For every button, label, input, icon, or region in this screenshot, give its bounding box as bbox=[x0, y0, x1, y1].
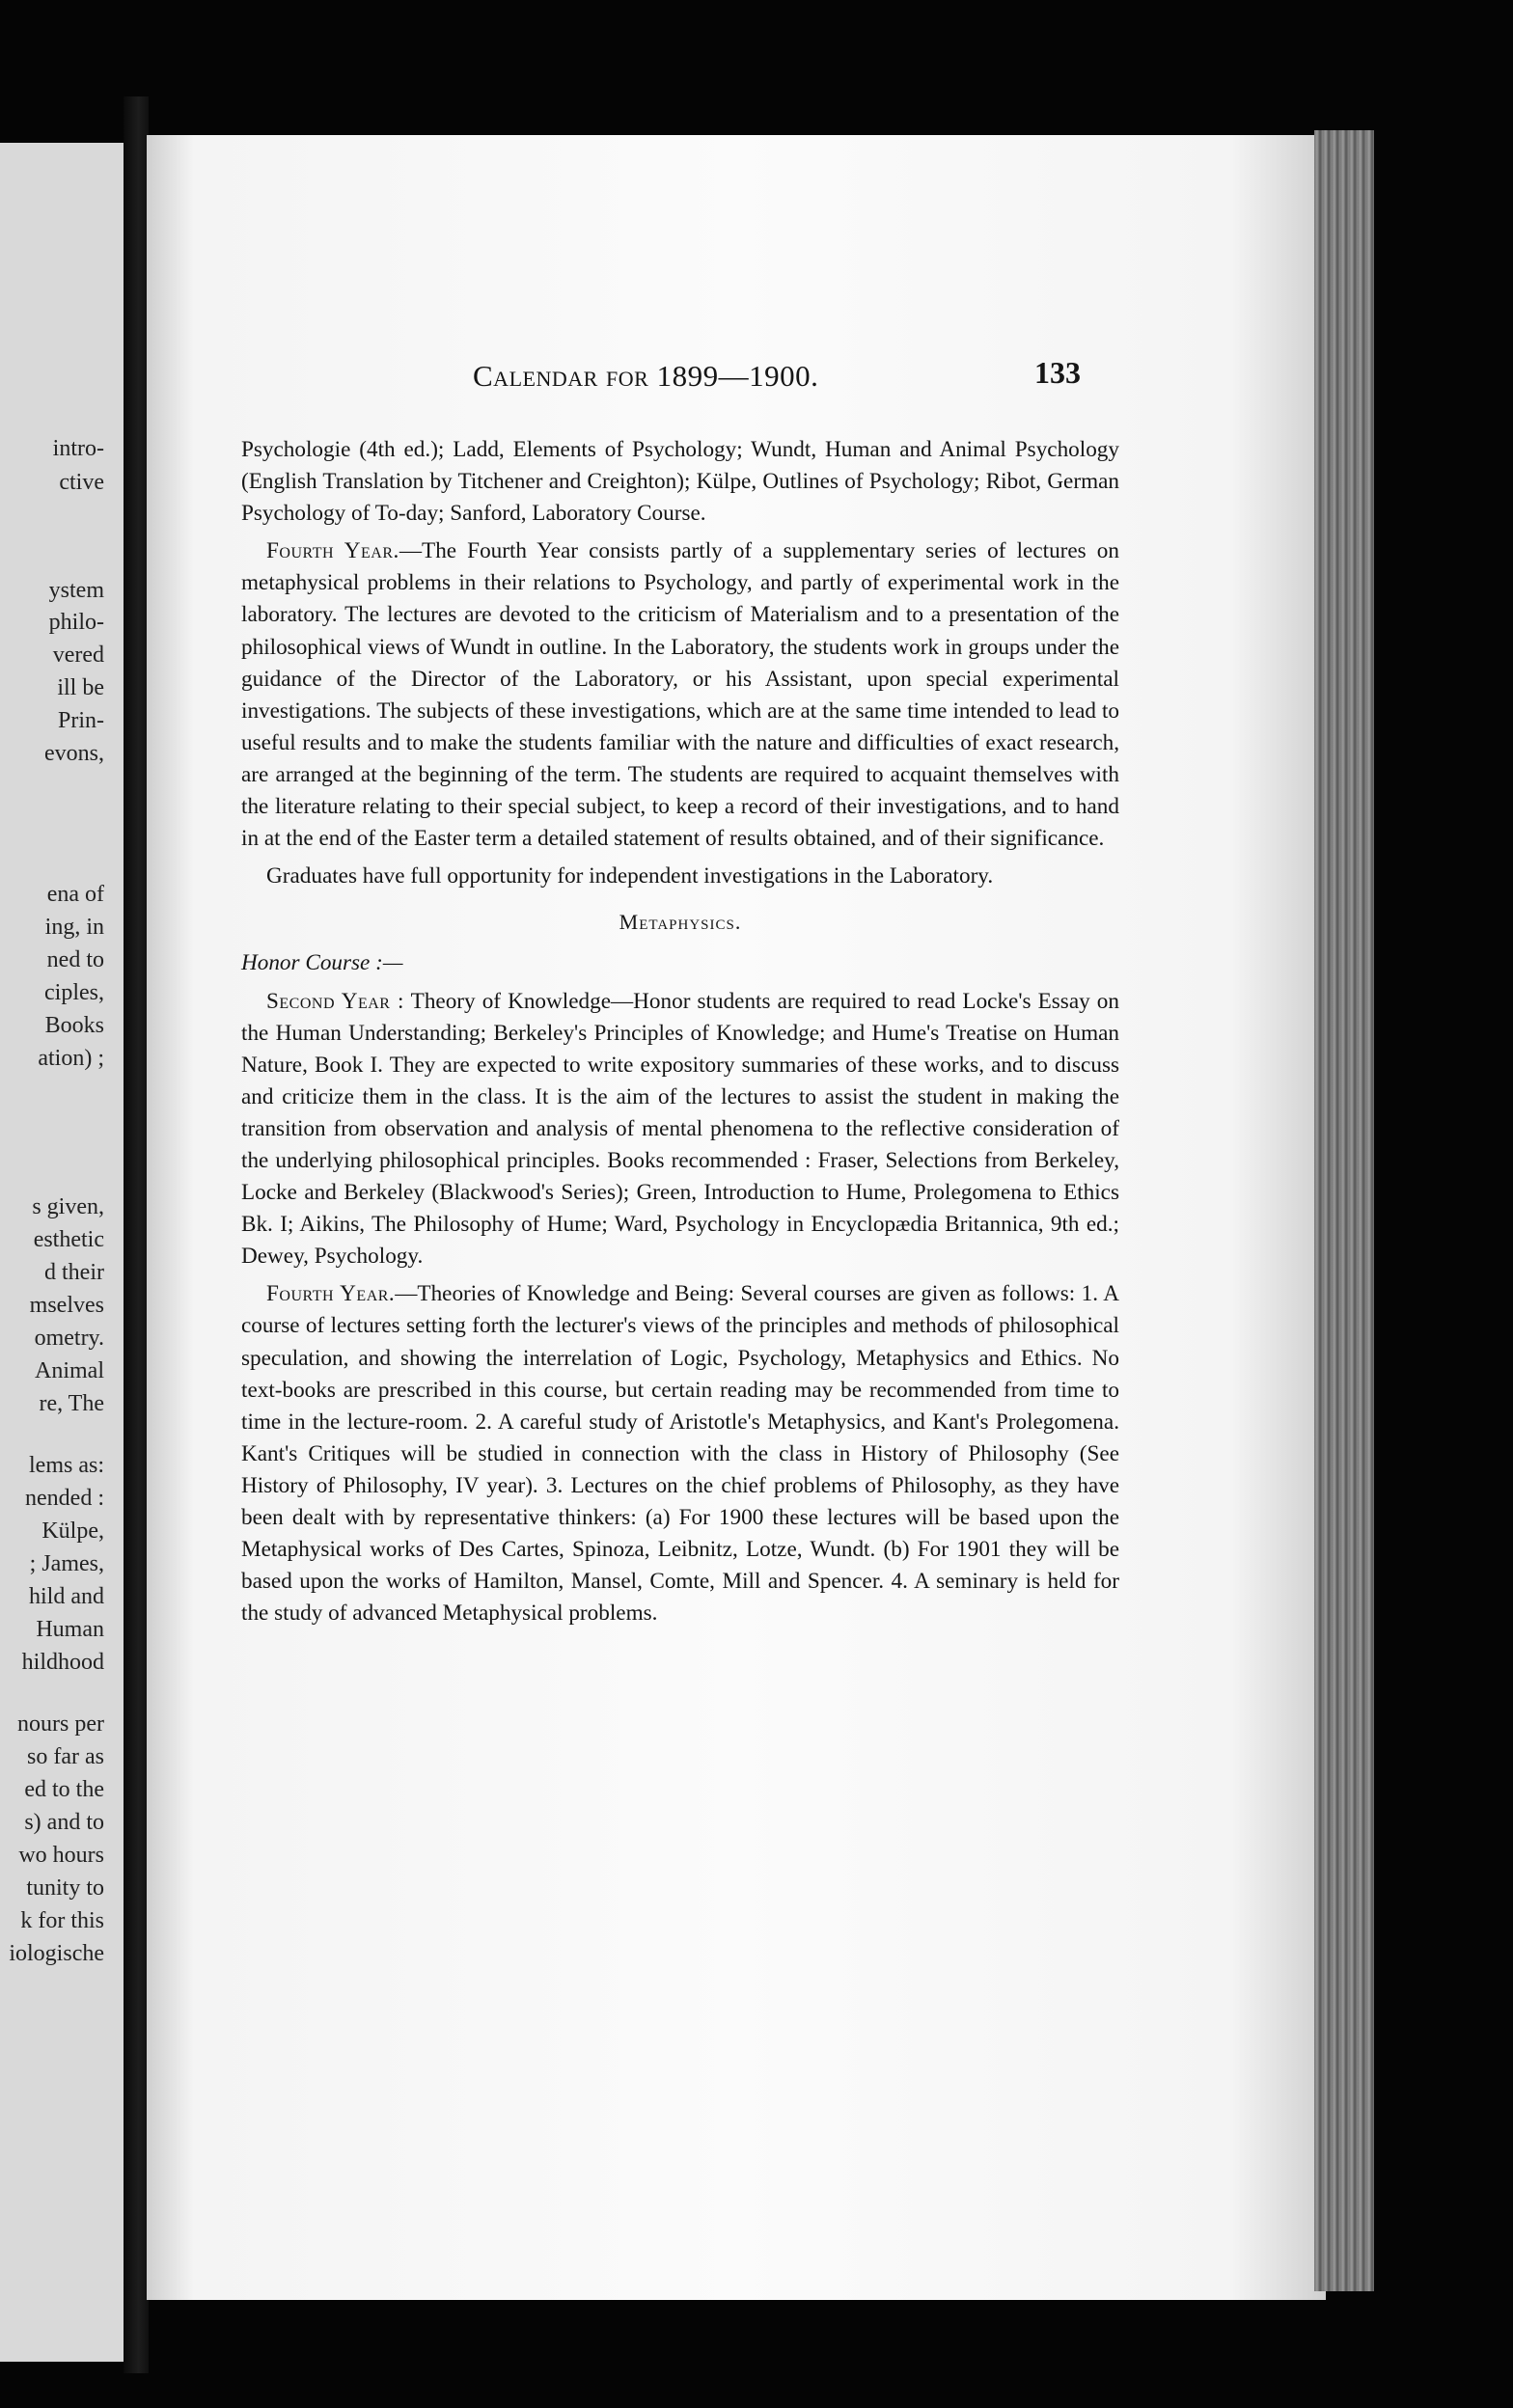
paragraph-text: Theory of Knowledge—Honor students are required to read Locke's Essay on the Human Understanding; Berkeley's Principles of Knowledge; and Hume's Treatise on Human Nature, Book I. They are expected to write expository summaries of these works, and to discuss and criticize them in the class. It is the aim of the lectures to assist the student in making the transition from observation and analysis of mental phenomena to the reflective consideration of the underlying philosophical principles. Books recommended : Fraser, Selections from Berkeley, Locke and Berkeley (Blackwood's Series); Green, Introduction to Hume, Prolegomena to Ethics Bk. I; Aikins, The Philosophy of Hume; Ward, Psychology in Encyclopædia Britannica, 9th ed.; Dewey, Psychology. bbox=[241, 988, 1119, 1270]
facing-page-text-fragment: ; James, bbox=[29, 1551, 104, 1576]
facing-page-text-fragment: hildhood bbox=[21, 1650, 104, 1675]
paragraph-fourth-year-metaphysics bbox=[241, 1278, 1119, 1629]
facing-page-text-fragment: Animal bbox=[35, 1358, 104, 1383]
facing-page-text-fragment: Prin- bbox=[58, 708, 104, 733]
facing-page-text-fragment: ometry. bbox=[34, 1326, 104, 1351]
page-body bbox=[241, 434, 1119, 1635]
facing-page-text-fragment: ctive bbox=[59, 470, 104, 495]
facing-page-fragment bbox=[0, 143, 124, 2362]
facing-page-text-fragment: ned to bbox=[46, 947, 104, 972]
facing-page-text-fragment: hild and bbox=[29, 1584, 104, 1609]
facing-page-text-fragment: nended : bbox=[25, 1486, 104, 1511]
facing-page-text-fragment: Külpe, bbox=[41, 1519, 104, 1544]
page-edges bbox=[1314, 130, 1374, 2291]
facing-page-text-fragment: philo- bbox=[48, 610, 104, 635]
lead-fourth-year: Fourth Year. bbox=[266, 538, 399, 564]
facing-page-text-fragment: evons, bbox=[44, 741, 104, 766]
facing-page-text-fragment: ciples, bbox=[44, 980, 104, 1005]
paragraph-text: —The Fourth Year consists partly of a supplementary series of lectures on metaphysical problems in their relations to Psychology, and partly of experimental work in the laboratory. The lectures are devoted to the criticism of Materialism and to a presentation of the philosophical views of Wundt in outline. In the Laboratory, the students work in groups under the guidance of the Director of the Laboratory, or his Assistant, upon special experimental investigations. The subjects of these investigations, which are at the same time intended to lead to useful results and to make the students familiar with the nature and difficulties of exact research, are arranged at the beginning of the term. The students are required to acquaint themselves with the literature relating to their special subject, to keep a record of their investigations, and to hand in at the end of the Easter term a detailed statement of results obtained, and of their significance. bbox=[241, 538, 1119, 852]
facing-page-text-fragment: iologische bbox=[9, 1941, 104, 1966]
subhead-honor-course: Honor Course :— bbox=[241, 950, 403, 976]
facing-page-text-fragment: mselves bbox=[29, 1293, 104, 1318]
facing-page-text-fragment: wo hours bbox=[18, 1843, 104, 1868]
facing-page-text-fragment: k for this bbox=[20, 1908, 104, 1933]
page-number: 133 bbox=[1034, 355, 1081, 390]
facing-page-text-fragment: s given, bbox=[32, 1194, 104, 1219]
lead-fourth-year: Fourth Year. bbox=[266, 1281, 396, 1307]
facing-page-text-fragment: lems as: bbox=[29, 1453, 104, 1478]
paragraph-psychology-books: Psychologie (4th ed.); Ladd, Elements of Psychology; Wundt, Human and Animal Psychology (English Translation by Titchener and Creighton); Külpe, Outlines of Psychology; Ribot, German Psychology of To-day; Sanford, Laboratory Course. bbox=[241, 437, 1119, 527]
facing-page-text-fragment: ed to the bbox=[24, 1777, 104, 1802]
paragraph-text: —Theories of Knowledge and Being: Several courses are given as follows: 1. A course of lectures setting forth the lecturer's views of the principles and methods of philosophical speculation, and showing the interrelation of Logic, Psychology, Metaphysics and Ethics. No text-books are prescribed in this course, but certain reading may be recommended from time to time in the lecture-room. 2. A careful study of Aristotle's Metaphysics, and Kant's Prolegomena. Kant's Critiques will be studied in connection with the class in History of Philosophy (See History of Philosophy, IV year). 3. Lectures on the chief problems of Philosophy, as they have been dealt with by representative thinkers: (a) For 1900 these lectures will be based upon the Metaphysical works of Des Cartes, Spinoza, Leibnitz, Lotze, Wundt. (b) For 1901 they will be based upon the works of Hamilton, Mansel, Comte, Mill and Spencer. 4. A seminary is held for the study of advanced Metaphysical problems. bbox=[241, 1281, 1119, 1627]
page-header bbox=[463, 355, 1235, 407]
paragraph-fourth-year-psychology bbox=[241, 535, 1119, 855]
paragraph-second-year bbox=[241, 986, 1119, 1273]
section-heading-metaphysics: Metaphysics. bbox=[619, 910, 742, 935]
facing-page-text-fragment: esthetic bbox=[33, 1227, 104, 1252]
facing-page-text-fragment: tunity to bbox=[26, 1875, 104, 1901]
facing-page-text-fragment: ena of bbox=[46, 882, 104, 907]
facing-page-text-fragment: Books bbox=[44, 1013, 104, 1038]
facing-page-text-fragment: nours per bbox=[17, 1711, 104, 1737]
facing-page-text-fragment: s) and to bbox=[24, 1810, 104, 1835]
facing-page-text-fragment: d their bbox=[44, 1260, 104, 1285]
facing-page-text-fragment: so far as bbox=[27, 1744, 104, 1769]
facing-page-text-fragment: ill be bbox=[57, 675, 104, 700]
facing-page-text-fragment: re, The bbox=[39, 1391, 104, 1416]
facing-page-text-fragment: vered bbox=[52, 643, 104, 668]
lead-second-year: Second Year : bbox=[266, 988, 404, 1014]
facing-page-text-fragment: ystem bbox=[48, 578, 104, 603]
paragraph-graduates: Graduates have full opportunity for independent investigations in the Laboratory. bbox=[266, 863, 994, 889]
facing-page-text-fragment: ing, in bbox=[44, 915, 104, 940]
facing-page-text-fragment: Human bbox=[36, 1617, 104, 1642]
book-gutter bbox=[124, 96, 149, 2373]
facing-page-text-fragment: ation) ; bbox=[38, 1046, 104, 1071]
running-title: Calendar for 1899—1900. bbox=[473, 359, 819, 393]
facing-page-text-fragment: intro- bbox=[52, 436, 104, 461]
